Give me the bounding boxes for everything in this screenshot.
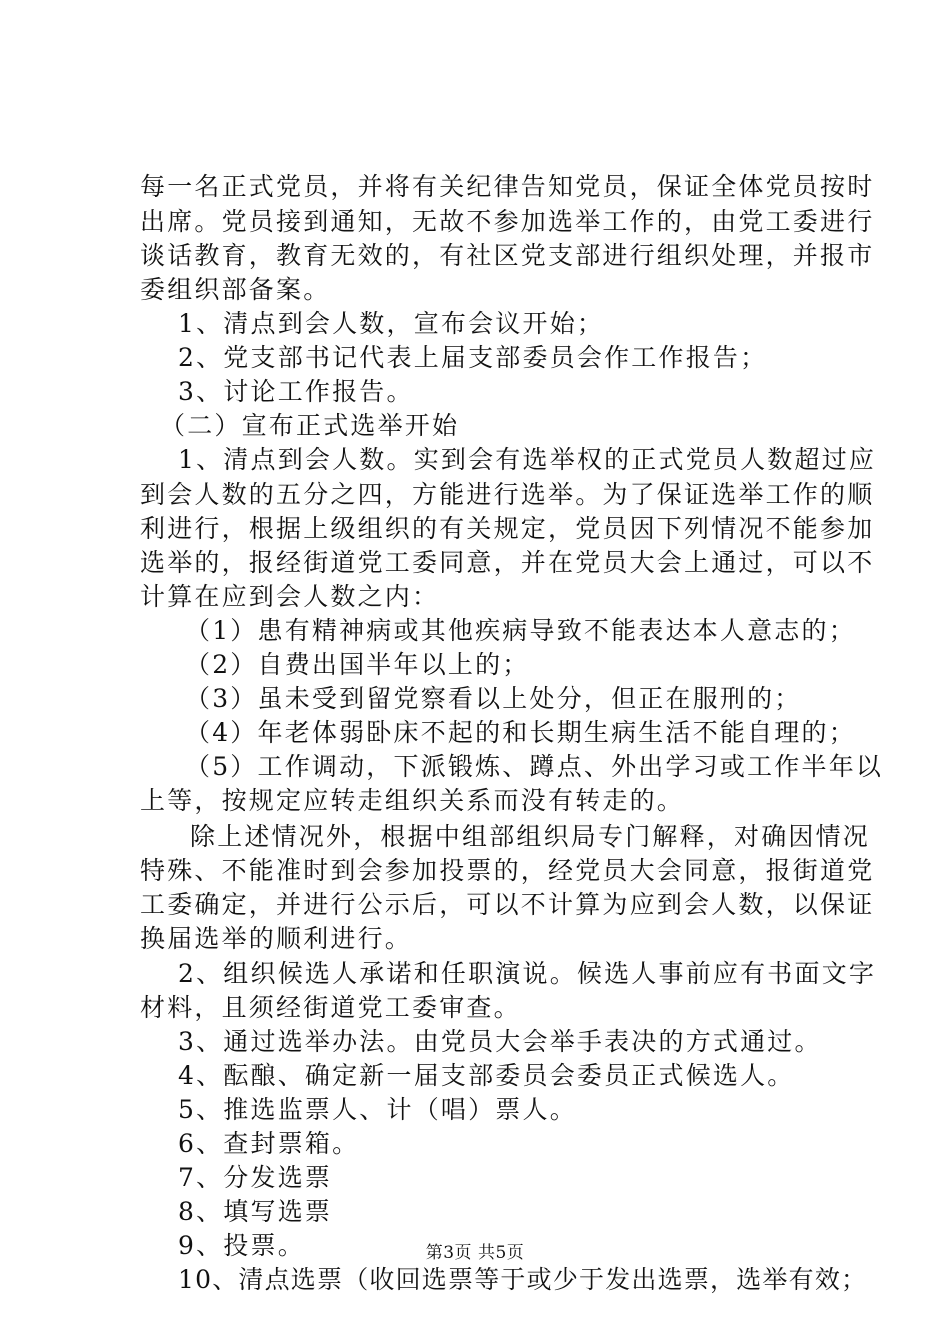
list-item: 4、酝酿、确定新一届支部委员会委员正式候选人。 xyxy=(178,1061,795,1090)
list-item: 5、推选监票人、计（唱）票人。 xyxy=(178,1095,577,1124)
list-item: （4）年老体弱卧床不起的和长期生病生活不能自理的； xyxy=(185,718,856,747)
list-item: 8、填写选票 xyxy=(178,1197,333,1226)
list-item: 9、投票。 xyxy=(178,1231,305,1260)
list-item: （1）患有精神病或其他疾病导致不能表达本人意志的； xyxy=(185,616,856,645)
text-line: 材料，且须经街道党工委审查。 xyxy=(140,993,521,1022)
list-item: 2、组织候选人承诺和任职演说。候选人事前应有书面文字 xyxy=(178,959,877,988)
page-number-footer: 第3页 共5页 xyxy=(425,1243,525,1263)
text-line: 选举的，报经街道党工委同意，并在党员大会上通过，可以不 xyxy=(140,548,875,577)
list-item: （3）虽未受到留党察看以上处分，但正在服刑的； xyxy=(185,684,802,713)
text-line: 每一名正式党员，并将有关纪律告知党员，保证全体党员按时 xyxy=(140,172,875,201)
text-line: 利进行，根据上级组织的有关规定，党员因下列情况不能参加 xyxy=(140,514,875,543)
section-heading: （二）宣布正式选举开始 xyxy=(160,411,460,440)
text-line: 换届选举的顺利进行。 xyxy=(140,924,413,953)
text-line: 计算在应到会人数之内： xyxy=(140,582,440,611)
text-line: 出席。党员接到通知，无故不参加选举工作的，由党工委进行 xyxy=(140,207,875,236)
text-line: 委组织部备案。 xyxy=(140,275,331,304)
list-item: 2、党支部书记代表上届支部委员会作工作报告； xyxy=(178,343,768,372)
text-line: 特殊、不能准时到会参加投票的，经党员大会同意，报街道党 xyxy=(140,856,875,885)
list-item: 3、讨论工作报告。 xyxy=(178,377,414,406)
list-item: 1、清点到会人数。实到会有选举权的正式党员人数超过应 xyxy=(178,445,877,474)
list-item: 10、清点选票（收回选票等于或少于发出选票，选举有效； xyxy=(178,1265,868,1294)
paragraph-start: 除上述情况外，根据中组部组织局专门解释，对确因情况 xyxy=(190,822,871,851)
list-item: （5）工作调动，下派锻炼、蹲点、外出学习或工作半年以 xyxy=(185,752,884,781)
list-item: 6、查封票箱。 xyxy=(178,1129,360,1158)
list-item: 1、清点到会人数，宣布会议开始； xyxy=(178,309,605,338)
list-item: （2）自费出国半年以上的； xyxy=(185,650,530,679)
text-line: 到会人数的五分之四，方能进行选举。为了保证选举工作的顺 xyxy=(140,480,875,509)
list-item: 3、通过选举办法。由党员大会举手表决的方式通过。 xyxy=(178,1027,822,1056)
text-line: 工委确定，并进行公示后，可以不计算为应到会人数，以保证 xyxy=(140,890,875,919)
list-item: 7、分发选票 xyxy=(178,1163,333,1192)
text-line: 谈话教育，教育无效的，有社区党支部进行组织处理，并报市 xyxy=(140,241,875,270)
text-line: 上等，按规定应转走组织关系而没有转走的。 xyxy=(140,786,685,815)
